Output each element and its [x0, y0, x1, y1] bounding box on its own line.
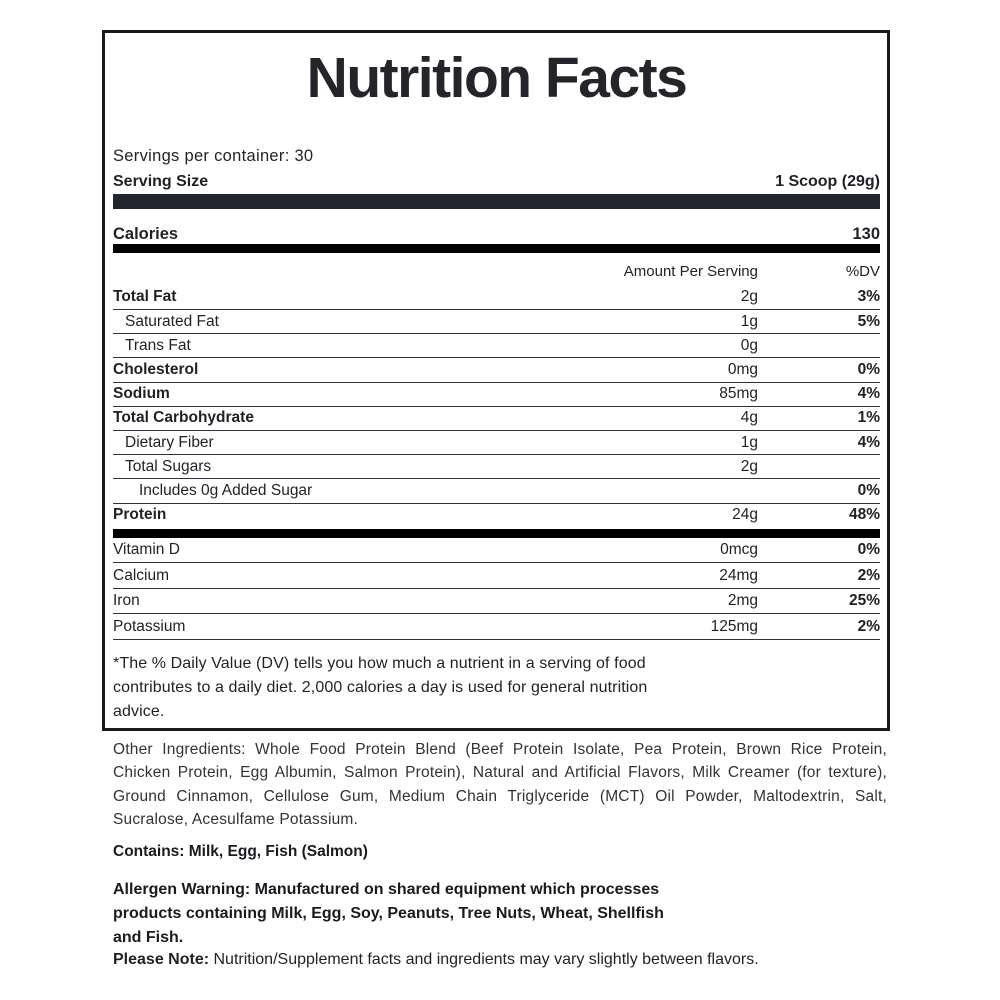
micronutrient-dv: 2%: [857, 566, 880, 584]
nutrient-label: Total Fat: [113, 288, 177, 306]
other-ingredients-paragraph: [113, 738, 887, 831]
micronutrient-row-potassium: [113, 614, 880, 640]
micronutrient-amount: 2mg: [727, 592, 758, 610]
nutrient-dv: 5%: [857, 312, 880, 330]
nutrient-amount: 85mg: [719, 385, 758, 403]
micronutrient-label: Vitamin D: [113, 541, 180, 558]
nutrient-row-total-carbohydrate: [113, 407, 880, 431]
footnote-line: *The % Daily Value (DV) tells you how much a nutrient in a serving of food: [113, 655, 646, 673]
allergen-warning-line: Allergen Warning: Manufactured on shared equipment which processes: [113, 881, 660, 899]
nutrient-dv: 4%: [857, 433, 880, 451]
supplementary-info-section: [113, 738, 887, 969]
nutrient-row-saturated-fat: [113, 310, 880, 334]
please-note-statement: [113, 950, 887, 969]
nutrient-amount: 4g: [740, 409, 758, 427]
micronutrient-row-calcium: [113, 563, 880, 589]
nutrient-amount: 24g: [732, 506, 758, 524]
footnote-line: advice.: [113, 702, 165, 720]
micronutrient-dv: 0%: [857, 541, 880, 558]
nutrient-dv: 3%: [857, 288, 880, 306]
other-ingredients-line: Sucralose, Acesulfame Potassium.: [113, 810, 359, 828]
nutrition-facts-title: Nutrition Facts: [306, 46, 687, 110]
contains-statement: Contains: Milk, Egg, Fish (Salmon): [113, 843, 368, 861]
nutrient-row-total-fat: [113, 286, 880, 310]
allergen-warning: [113, 878, 887, 949]
other-ingredients-line: Chicken Protein, Egg Albumin, Salmon Protein), Natural and Artificial Flavors, Milk Creamer (for texture),: [113, 764, 887, 782]
micronutrient-dv: 25%: [848, 592, 880, 610]
nutrient-amount: 0mg: [727, 360, 758, 378]
micronutrient-label: Potassium: [113, 617, 186, 635]
nutrient-dv: 1%: [857, 409, 880, 427]
amount-column-header: Amount Per Serving: [623, 262, 758, 280]
micronutrient-row-iron: [113, 589, 880, 615]
nutrient-amount: 0g: [740, 336, 758, 354]
nutrient-label: Dietary Fiber: [125, 433, 214, 451]
please-note-label: Please Note:: [113, 950, 210, 968]
micronutrient-label: Iron: [113, 592, 140, 610]
micronutrient-dv: 2%: [857, 617, 880, 635]
daily-value-footnote: [113, 652, 880, 723]
calories-value: 130: [852, 224, 880, 243]
footnote-line: contributes to a daily diet. 2,000 calories a day is used for general nutrition: [113, 678, 648, 696]
calories-divider-bar: [113, 244, 880, 253]
nutrient-amount: 2g: [740, 457, 758, 475]
nutrient-amount: 1g: [740, 312, 758, 330]
serving-size-label: Serving Size: [113, 172, 209, 190]
nutrition-label-box: [102, 30, 890, 731]
nutrient-label: Total Sugars: [125, 457, 212, 475]
nutrient-dv: 48%: [848, 506, 880, 524]
please-note-text: Nutrition/Supplement facts and ingredients may vary slightly between flavors.: [209, 950, 759, 968]
calories-row: [113, 224, 880, 244]
servings-per-container: Servings per container: 30: [113, 146, 314, 165]
nutrient-row-total-sugars: [113, 455, 880, 479]
micronutrient-amount: 0mcg: [720, 541, 758, 558]
other-ingredients-line: Other Ingredients: Whole Food Protein Blend (Beef Protein Isolate, Pea Protein, Brown Rice Protein,: [113, 741, 887, 758]
nutrient-label: Cholesterol: [113, 360, 199, 378]
nutrient-label: Total Carbohydrate: [113, 409, 254, 427]
nutrient-row-added-sugar: [113, 479, 880, 503]
serving-size-divider-bar: [113, 194, 880, 209]
nutrient-label: Trans Fat: [125, 336, 191, 354]
serving-size-row: [113, 172, 880, 191]
nutrient-dv: 0%: [857, 481, 880, 499]
micronutrient-label: Calcium: [113, 566, 169, 584]
serving-size-value: 1 Scoop (29g): [775, 172, 880, 190]
calories-label: Calories: [113, 224, 179, 243]
allergen-warning-line: products containing Milk, Egg, Soy, Peanuts, Tree Nuts, Wheat, Shellfish: [113, 904, 664, 922]
nutrient-label: Protein: [113, 506, 167, 524]
nutrient-label: Includes 0g Added Sugar: [139, 481, 313, 499]
dv-column-header: %DV: [845, 262, 880, 280]
nutrient-row-dietary-fiber: [113, 431, 880, 455]
other-ingredients-line: Ground Cinnamon, Cellulose Gum, Medium Chain Triglyceride (MCT) Oil Powder, Maltodextrin, Salt,: [113, 787, 887, 805]
nutrient-amount: 1g: [740, 433, 758, 451]
nutrient-row-cholesterol: [113, 358, 880, 382]
column-header-row: [113, 253, 880, 286]
micronutrient-amount: 125mg: [710, 617, 758, 635]
nutrient-dv: 0%: [857, 360, 880, 378]
nutrient-row-trans-fat: [113, 334, 880, 358]
nutrient-label: Saturated Fat: [125, 312, 219, 330]
micronutrient-row-vitamin-d: [113, 538, 880, 564]
protein-divider-bar: [113, 529, 880, 538]
nutrient-dv: 4%: [857, 385, 880, 403]
nutrient-row-sodium: [113, 383, 880, 407]
nutrient-amount: 2g: [740, 288, 758, 306]
micronutrient-amount: 24mg: [719, 566, 758, 584]
nutrient-row-protein: [113, 504, 880, 527]
nutrient-label: Sodium: [113, 385, 170, 403]
allergen-warning-line: and Fish.: [113, 928, 184, 946]
